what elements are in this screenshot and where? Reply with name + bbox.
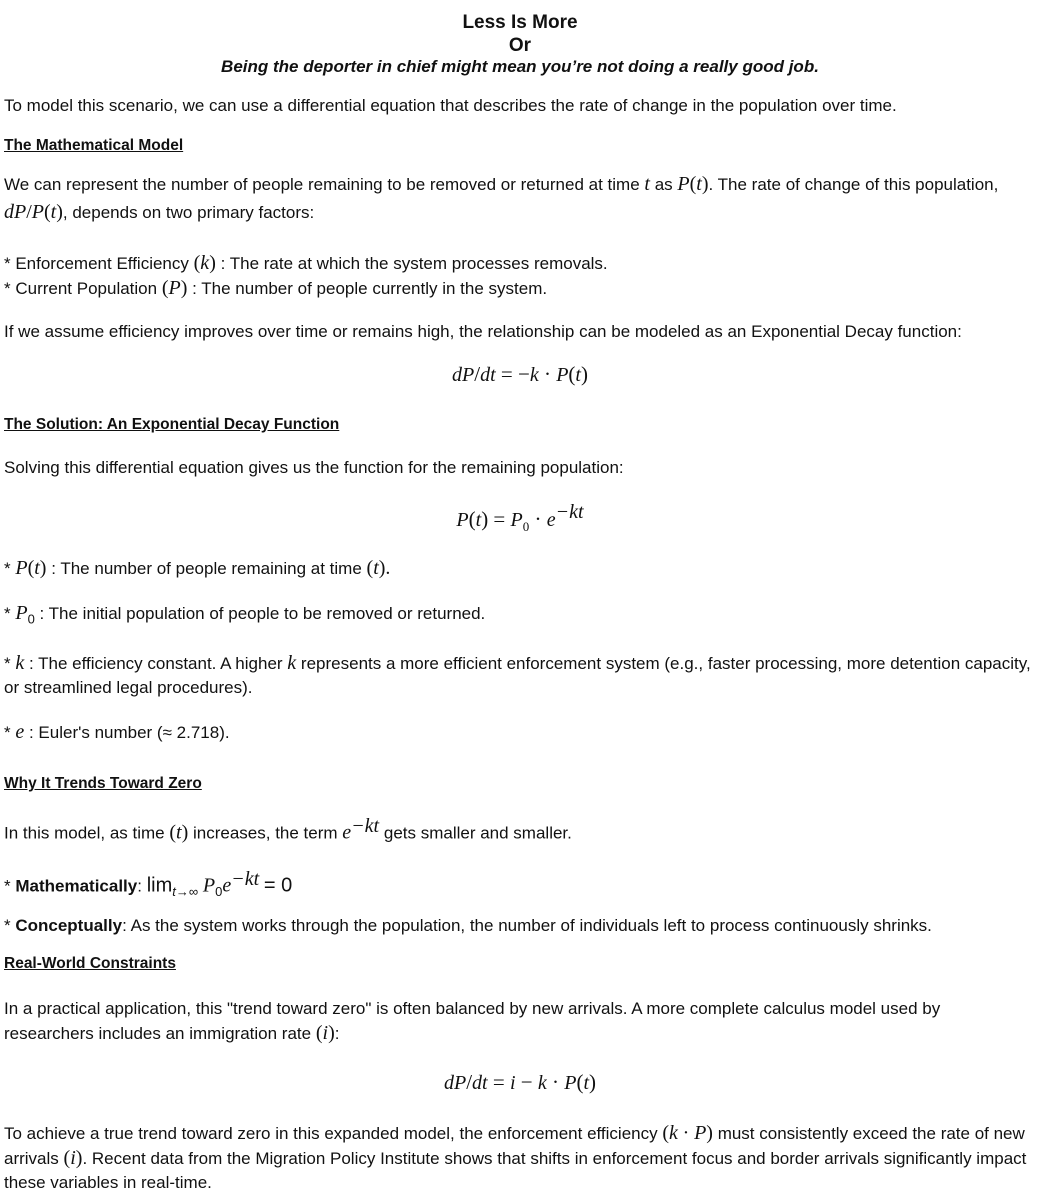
model-paragraph-line-2: dP/P(t), depends on two primary factors: [4, 201, 315, 223]
title-line-1: Less Is More [462, 12, 578, 33]
definition-e: * e : Euler's number (≈ 2.718). [4, 721, 230, 743]
section-heading-zero: Why It Trends Toward Zero [4, 775, 202, 792]
definition-p-of-t: * P(t) : The number of people remaining at time (t). [4, 557, 391, 579]
definition-k: * k : The efficiency constant. A higher k represents a more efficient enforcement system (e.g., faster processing, more detention capacity, or streamlined legal procedures). [4, 652, 1031, 697]
bullet-enforcement-efficiency: * Enforcement Efficiency (k) : The rate at which the system processes removals. [4, 252, 608, 274]
equation-decay: dP/dt = −k · P(t) [452, 362, 588, 386]
title-line-2: Or [508, 35, 532, 56]
subtitle: Being the deporter in chief might mean you’re not doing a really good job. [221, 57, 819, 76]
intro-paragraph: To model this scenario, we can use a differential equation that describes the rate of change in the population over time. [4, 96, 897, 115]
model-paragraph-2: If we assume efficiency improves over time or remains high, the relationship can be modeled as an Exponential Decay function: [4, 322, 962, 341]
equation-solution: $P(t) = P_0 \cdot e^{-kt}$ [456, 501, 584, 535]
section-heading-constraints: Real-World Constraints [4, 955, 176, 972]
section-heading-solution: The Solution: An Exponential Decay Function [4, 416, 340, 433]
bullet-mathematically: * Mathematically: $\lim_{t\to\infty} P_0e^{-kt} = 0$ [4, 868, 293, 900]
model-paragraph-line-1: We can represent the number of people remaining to be removed or returned at time t as P(t). The rate of change of this population, [4, 173, 999, 195]
bullet-current-population: * Current Population (P) : The number of people currently in the system. [4, 277, 548, 299]
zero-paragraph: In this model, as time (t) increases, the term $e^{-kt}$ gets smaller and smaller. [4, 815, 572, 844]
solution-paragraph: Solving this differential equation gives us the function for the remaining population: [4, 458, 624, 477]
definition-p0: * $P_0$ : The initial population of people to be removed or returned. [4, 602, 486, 627]
section-heading-model: The Mathematical Model [4, 137, 184, 154]
constraints-paragraph-1: In a practical application, this "trend toward zero" is often balanced by new arrivals. A more complete calculus model used by researchers includes an immigration rate (i): [4, 999, 941, 1044]
bullet-conceptually: * Conceptually: As the system works through the population, the number of individuals left to process continuously shrinks. [4, 916, 932, 935]
equation-with-immigration: dP/dt = i − k · P(t) [443, 1070, 597, 1094]
constraints-paragraph-2: To achieve a true trend toward zero in this expanded model, the enforcement efficiency (k · P) must consistently exceed the rate of new arrivals (i). Recent data from the Migration Policy Institute shows that shifts in enforcement focus and border arrivals significantly impact these variables in real-time. [4, 1122, 1027, 1192]
